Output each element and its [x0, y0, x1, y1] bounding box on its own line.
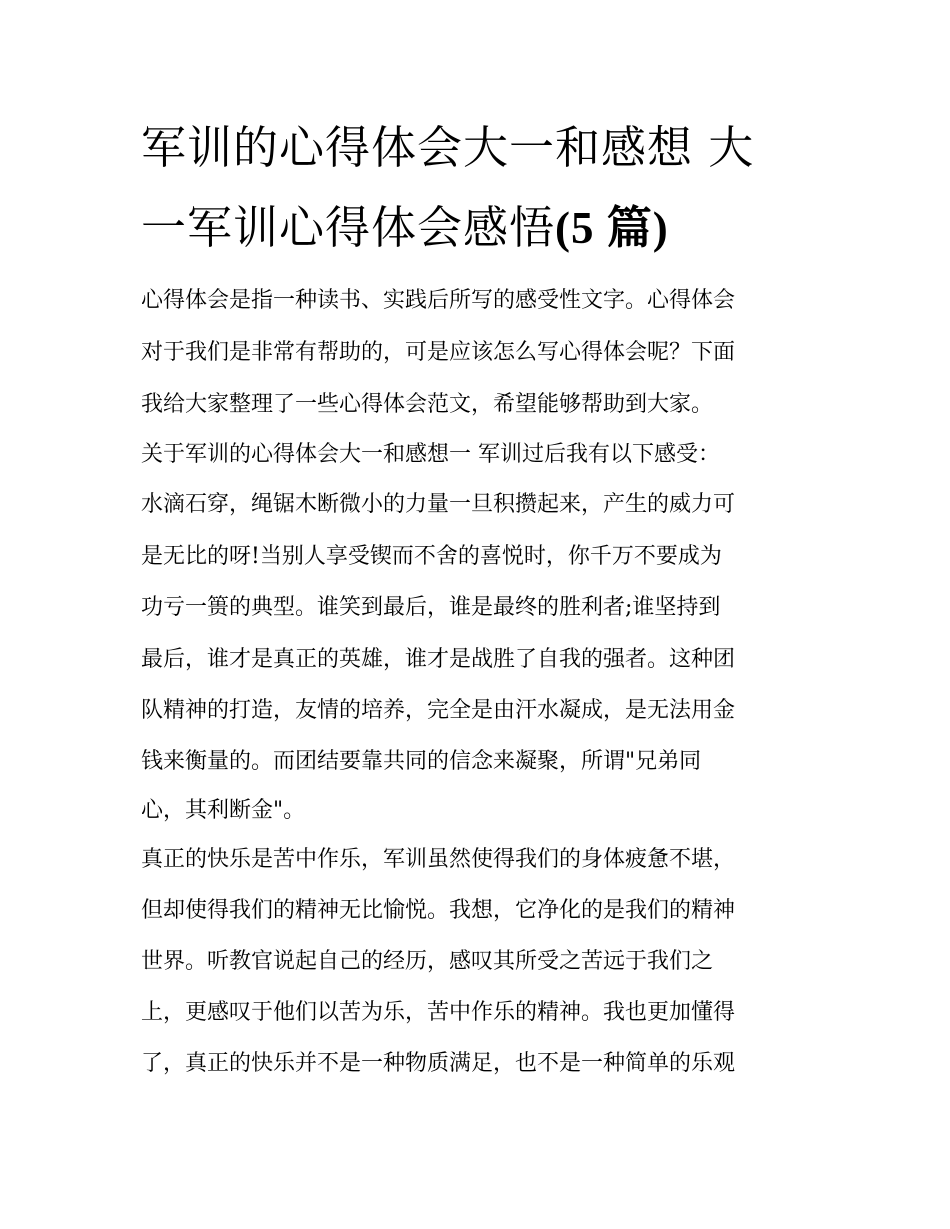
- title-text-2: 一军训心得体会感悟: [141, 201, 556, 254]
- paragraph-line: 水滴石穿，绳锯木断微小的力量一旦积攒起来，产生的威力可: [141, 492, 736, 517]
- paragraph-line: 心得体会是指一种读书、实践后所写的感受性文字。心得体会: [141, 288, 736, 313]
- paragraph-line: 对于我们是非常有帮助的，可是应该怎么写心得体会呢？下面: [141, 340, 736, 365]
- document-title-line-2: [141, 198, 669, 258]
- paragraph-line: 关于军训的心得体会大一和感想一 军训过后我有以下感受：: [141, 442, 720, 467]
- paragraph-line: 我给大家整理了一些心得体会范文，希望能够帮助到大家。: [141, 392, 714, 417]
- paragraph-line: 但却使得我们的精神无比愉悦。我想，它净化的是我们的精神: [141, 898, 736, 923]
- paragraph-line: 世界。听教官说起自己的经历，感叹其所受之苦远于我们之: [141, 949, 714, 974]
- paragraph-line: 上，更感叹于他们以苦为乐，苦中作乐的精神。我也更加懂得: [141, 1000, 736, 1025]
- paragraph-line: 最后，谁才是真正的英雄，谁才是战胜了自我的强者。这种团: [141, 647, 736, 672]
- paragraph-line: 钱来衡量的。而团结要靠共同的信念来凝聚，所谓"兄弟同: [141, 749, 702, 774]
- document-title-line-1: [141, 118, 754, 178]
- paragraph-line: 心，其利断金"。: [141, 798, 306, 823]
- paragraph-line: 了，真正的快乐并不是一种物质满足，也不是一种简单的乐观: [141, 1051, 736, 1076]
- title-text-1: 军训的心得体会大一和感想 大: [141, 121, 755, 174]
- title-text-3: (5 篇): [555, 203, 669, 253]
- paragraph-line: 队精神的打造，友情的培养，完全是由汗水凝成，是无法用金: [141, 698, 736, 723]
- paragraph-line: 功亏一篑的典型。谁笑到最后，谁是最终的胜利者;谁坚持到: [141, 595, 721, 620]
- paragraph-line: 真正的快乐是苦中作乐，军训虽然使得我们的身体疲惫不堪，: [141, 847, 736, 872]
- paragraph-line: 是无比的呀!当别人享受锲而不舍的喜悦时，你千万不要成为: [141, 544, 722, 569]
